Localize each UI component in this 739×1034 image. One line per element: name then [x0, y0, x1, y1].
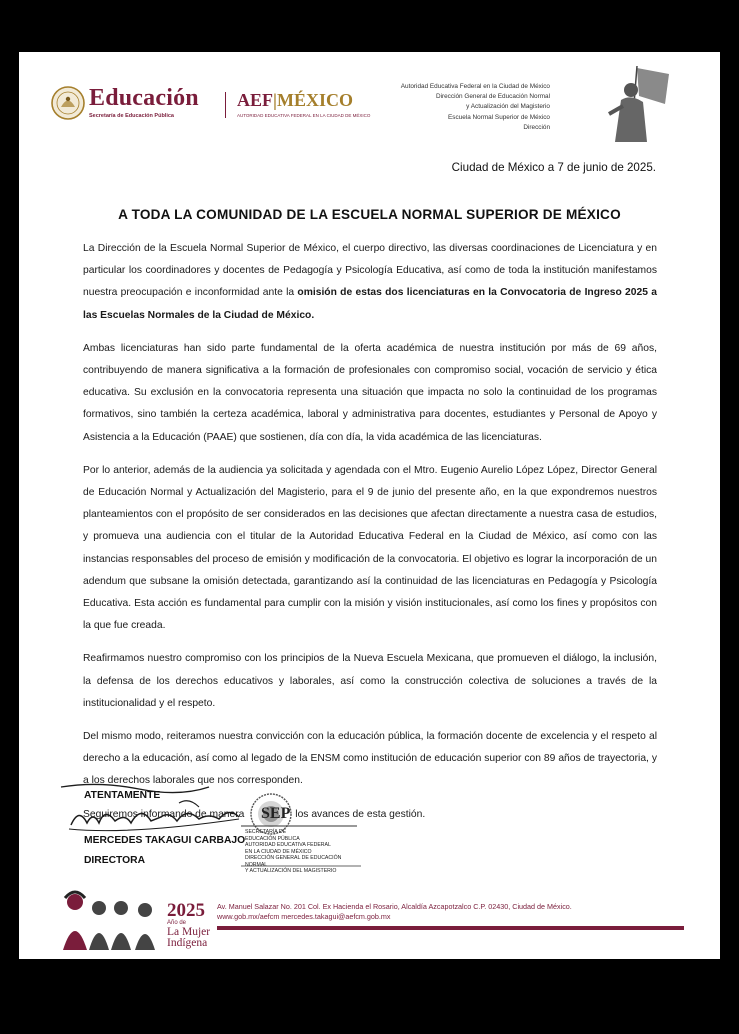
mexico-logo-part: MÉXICO	[276, 90, 353, 110]
agency-block	[362, 82, 550, 133]
heroine-with-flag-icon	[603, 64, 671, 144]
sep-stamp-line: DIRECCIÓN GENERAL DE EDUCACIÓN NORMAL	[245, 855, 342, 868]
letterhead	[19, 52, 720, 162]
signer-role: DIRECTORA	[84, 855, 146, 866]
closing-salutation: ATENTAMENTE	[84, 790, 161, 801]
letter-footer	[19, 880, 720, 959]
agency-line: Dirección	[523, 123, 550, 131]
sep-stamp-line: EDUCACIÓN PÚBLICA	[245, 835, 300, 842]
sep-stamp-line: EN LA CIUDAD DE MÉXICO	[245, 848, 312, 855]
footer-address	[217, 902, 572, 921]
aef-logo-subtitle: AUTORIDAD EDUCATIVA FEDERAL EN LA CIUDAD DE MÉXICO	[237, 113, 371, 118]
mexico-seal-icon	[51, 86, 85, 120]
indigenous-women-illustration-icon	[57, 888, 167, 950]
aef-logo-part: AEF	[237, 90, 273, 110]
footer-divider	[217, 926, 684, 930]
paragraph-5: Del mismo modo, reiteramos nuestra convicción con la educación pública, la formación docente de excelencia y el respeto al derecho a la educación, así como al legado de la ENSM como institución de educación superior con 89 años de trayectoria, y a los derechos laborales que nos corresponden.	[83, 731, 657, 787]
letter-date: Ciudad de México a 7 de junio de 2025.	[451, 161, 656, 174]
sep-stamp-line: Y ACTUALIZACIÓN DEL MAGISTERIO	[245, 868, 337, 874]
agency-line: Autoridad Educativa Federal en la Ciudad de México	[400, 83, 550, 90]
sep-stamp-title: SEP	[261, 805, 291, 822]
sep-stamp-line: AUTORIDAD EDUCATIVA FEDERAL	[245, 842, 331, 848]
address-line: Av. Manuel Salazar No. 201 Col. Ex Hacienda el Rosario, Alcaldía Azcapotzalco C.P. 02430, Ciudad de México.	[217, 902, 572, 911]
paragraph-6-text-b: los avances de esta gestión.	[295, 808, 426, 820]
agency-line: Escuela Normal Superior de México	[448, 113, 550, 121]
paragraph-1-bold: omisión de estas dos licenciaturas en la Convocatoria de Ingreso 2025 a las Escuelas Normales de la Ciudad de México.	[83, 287, 657, 321]
paragraph-6-text-a: Seguiremos informando de manera	[83, 808, 245, 820]
logo-divider	[225, 92, 226, 118]
contact-line: www.gob.mx/aefcm mercedes.takagui@aefcm.gob.mx	[217, 911, 391, 921]
year-subtitle: Año de	[167, 920, 187, 926]
education-logo-subtitle: Secretaría de Educación Pública	[89, 113, 174, 119]
paragraph-4: Reafirmamos nuestro compromiso con los principios de la Nueva Escuela Mexicana, que promueven el diálogo, la inclusión, la defensa de los derechos educativos y laborales, así como la construcción colectiva de soluciones a través de la institucionalidad y el respeto.	[83, 653, 657, 709]
signer-name: MERCEDES TAKAGUI CARBAJO	[84, 835, 246, 846]
letter-body	[83, 238, 657, 837]
paragraph-1-text: La Dirección de la Escuela Normal Superior de México, el cuerpo directivo, las diversas coordinaciones de Licenciatura y en particular los coordinadores y docentes de Pedagogía y Psicología Educativa, así como de toda la institución manifestamos nuestra preocupación e inconformidad ante la	[83, 243, 657, 299]
education-logo: Educación	[89, 85, 199, 111]
paragraph-1	[83, 238, 657, 327]
year-number: 2025	[167, 900, 205, 921]
letter-page	[19, 52, 720, 959]
letter-title: A TODA LA COMUNIDAD DE LA ESCUELA NORMAL SUPERIOR DE MÉXICO	[118, 207, 621, 222]
paragraph-3: Por lo anterior, además de la audiencia ya solicitada y agendada con el Mtro. Eugenio Aurelio López López, Director General de Educación Normal y Actualización del Magisterio, para el 9 de junio del presente año, en la que expondremos nuestros planteamientos con el propósito de ser considerados en las decisiones que afectan directamente a nuestra casa de estudios, y promueva una audiencia con el titular de la Autoridad Educativa Federal en la Ciudad de México, así como con las instancias responsables del proceso de emisión y modificación de la convocatoria. El objetivo es lograr la incorporación de un adendum que subsane la omisión detectada, garantizando así la continuidad de las licenciaturas en Pedagogía y Psicología Educativa. Esta acción es fundamental para cumplir con la misión y visión institucionales, así como los fines y propósitos con la que fue creada.	[83, 464, 657, 632]
year-badge	[167, 902, 222, 949]
agency-line: Dirección General de Educación Normal	[435, 93, 550, 101]
year-subtitle: La Mujer	[167, 926, 211, 938]
paragraph-2: Ambas licenciaturas han sido parte fundamental de la oferta académica de nuestra institución por más de 69 años, contribuyendo de manera significativa a la formación de profesionales con compromiso social, vocación de servicio y ética educativa. Su exclusión en la convocatoria representa una situación que impacta no solo la continuidad de los programas formativos, sino también la certeza académica, laboral y administrativa para docentes, estudiantes y Personal de Apoyo y Asistencia a la Educación (PAAE) que sostienen, día con día, la vida académica de las licenciaturas.	[83, 342, 657, 443]
sep-stamp-text	[245, 829, 355, 875]
agency-line: y Actualización del Magisterio	[466, 103, 550, 111]
aef-mexico-logo: AEF|MÉXICO	[237, 90, 353, 110]
sep-stamp-line: SECRETARÍA DE	[245, 829, 287, 835]
year-subtitle: Indígena	[167, 937, 208, 949]
